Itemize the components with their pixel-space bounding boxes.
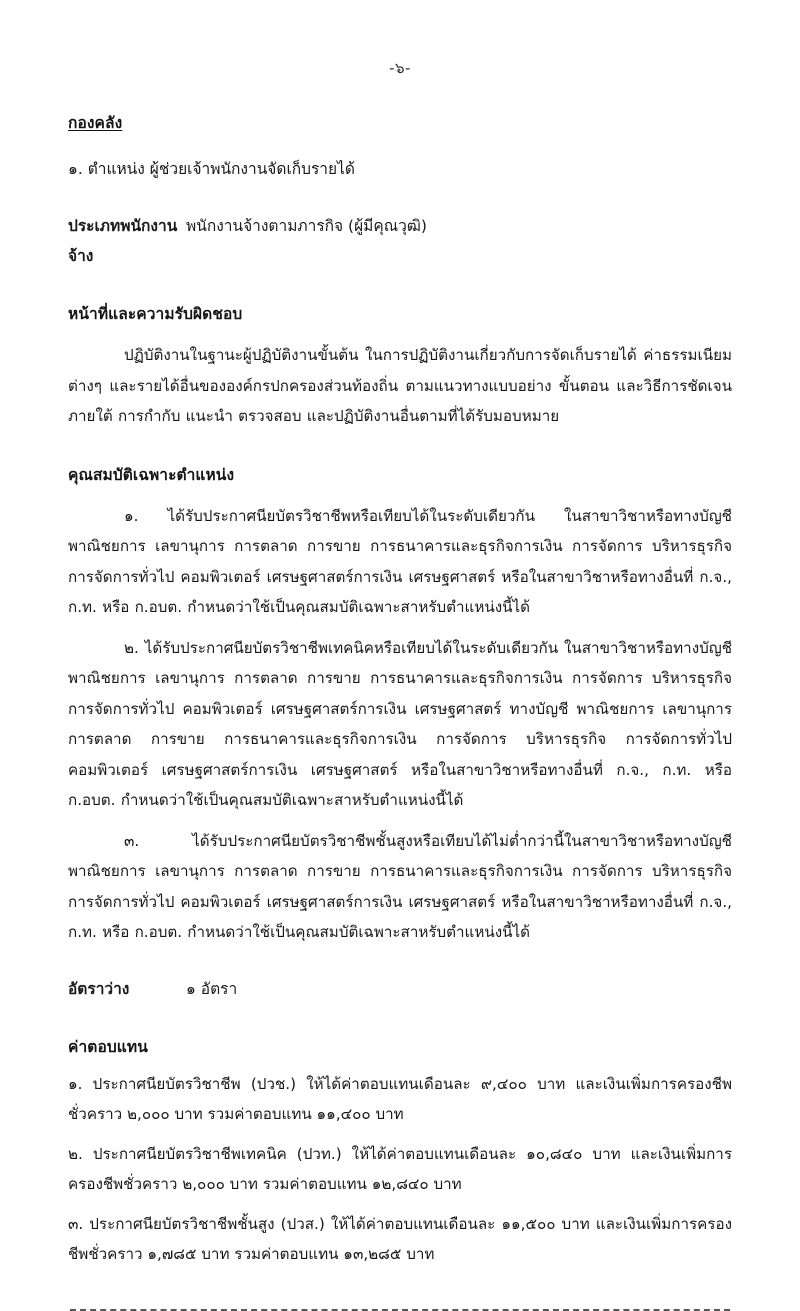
division-heading: กองคลัง <box>68 114 123 132</box>
duties-paragraph: ปฏิบัติงานในฐานะผู้ปฏิบัติงานขั้นต้น ในการปฏิบัติงานเกี่ยวกับการจัดเก็บรายได้ ค่าธรรมเนียมต่างๆ และรายได้อื่นขององค์กรปกครองส่วนท้องถิ่น ตามแนวทางแบบอย่าง ขั้นตอน และวิธีการชัดเจน ภายใต้ การกำกับ แนะนำ ตรวจสอบ และปฏิบัติงานอื่นตามที่ได้รับมอบหมาย <box>68 346 732 425</box>
qualification-item-3: ๓. ได้รับประกาศนียบัตรวิชาชีพชั้นสูงหรือเทียบได้ไม่ต่ำกว่านี้ในสาขาวิชาหรือทางบัญชี พาณิชยการ เลขานุการ การตลาด การขาย การธนาคารและธุรกิจการเงิน การจัดการ บริหารธุรกิจ การจัดการทั่วไป คอมพิวเตอร์ เศรษฐศาสตร์การเงิน เศรษฐศาสตร์ หรือในสาขาวิชาหรือทางอื่นที่ ก.จ., ก.ท. หรือ ก.อบต. กำหนดว่าใช้เป็นคุณสมบัติเฉพาะสาหรับตำแหน่งนี้ได้ <box>68 831 732 941</box>
vacancy-row <box>68 974 732 1004</box>
page-content <box>68 0 732 1311</box>
qualifications-heading: คุณสมบัติเฉพาะตำแหน่ง <box>68 465 235 484</box>
employment-type-row <box>68 211 732 271</box>
employment-type-value: พนักงานจ้างตามภารกิจ (ผู้มีคุณวุฒิ) <box>186 217 427 235</box>
position-line: ๑. ตำแหน่ง ผู้ช่วยเจ้าพนักงานจัดเก็บรายได้ <box>68 160 355 178</box>
page-number: -๖- <box>389 59 411 77</box>
compensation-item-1: ๑. ประกาศนียบัตรวิชาชีพ (ปวช.) ให้ได้ค่าตอบแทนเดือนละ ๙,๔๐๐ บาท และเงินเพิ่มการครองชีพชั่วคราว ๒,๐๐๐ บาท รวมค่าตอบแทน ๑๑,๔๐๐ บาท <box>68 1074 732 1123</box>
vacancy-label: อัตราว่าง <box>68 979 130 998</box>
duties-heading: หน้าที่และความรับผิดชอบ <box>68 305 243 323</box>
compensation-item-3: ๓. ประกาศนียบัตรวิชาชีพชั้นสูง (ปวส.) ให้ได้ค่าตอบแทนเดือนละ ๑๑,๕๐๐ บาท และเงินเพิ่มการครองชีพชั่วคราว ๑,๗๘๕ บาท รวมค่าตอบแทน ๑๓,๒๘๕ บาท <box>68 1214 732 1263</box>
vacancy-value: ๑ อัตรา <box>186 979 238 998</box>
employment-type-label: ประเภทพนักงานจ้าง <box>68 217 178 265</box>
qualification-item-1: ๑. ได้รับประกาศนียบัตรวิชาชีพหรือเทียบได้ในระดับเดียวกัน ในสาขาวิชาหรือทางบัญชี พาณิชยการ เลขานุการ การตลาด การขาย การธนาคารและธุรกิจการเงิน การจัดการ บริหารธุรกิจ การจัดการทั่วไป คอมพิวเตอร์ เศรษฐศาสตร์การเงิน เศรษฐศาสตร์ หรือในสาขาวิชาหรือทางอื่นที่ ก.จ., ก.ท. หรือ ก.อบต. กำหนดว่าใช้เป็นคุณสมบัติเฉพาะสาหรับตำแหน่งนี้ได้ <box>68 506 732 616</box>
qualification-item-2: ๒. ได้รับประกาศนียบัตรวิชาชีพเทคนิคหรือเทียบได้ในระดับเดียวกัน ในสาขาวิชาหรือทางบัญชี พาณิชยการ เลขานุการ การตลาด การขาย การธนาคารและธุรกิจการเงิน การจัดการ บริหารธุรกิจ การจัดการทั่วไป คอมพิวเตอร์ เศรษฐศาสตร์การเงิน เศรษฐศาสตร์ ทางบัญชี พาณิชยการ เลขานุการ การตลาด การขาย การธนาคารและธุรกิจการเงิน การจัดการ บริหารธุรกิจ การจัดการทั่วไป คอมพิวเตอร์ เศรษฐศาสตร์การเงิน เศรษฐศาสตร์ หรือในสาขาวิชาหรือทางอื่นที่ ก.จ., ก.ท. หรือ ก.อบต. กำหนดว่าใช้เป็นคุณสมบัติเฉพาะสาหรับตำแหน่งนี้ได้ <box>68 638 732 809</box>
compensation-item-2: ๒. ประกาศนียบัตรวิชาชีพเทคนิค (ปวท.) ให้ได้ค่าตอบแทนเดือนละ ๑๐,๘๔๐ บาท และเงินเพิ่มการครองชีพชั่วคราว ๒,๐๐๐ บาท รวมค่าตอบแทน ๑๒,๘๔๐ บาท <box>68 1144 732 1193</box>
compensation-heading: ค่าตอบแทน <box>68 1037 148 1056</box>
section-divider <box>70 1309 730 1311</box>
